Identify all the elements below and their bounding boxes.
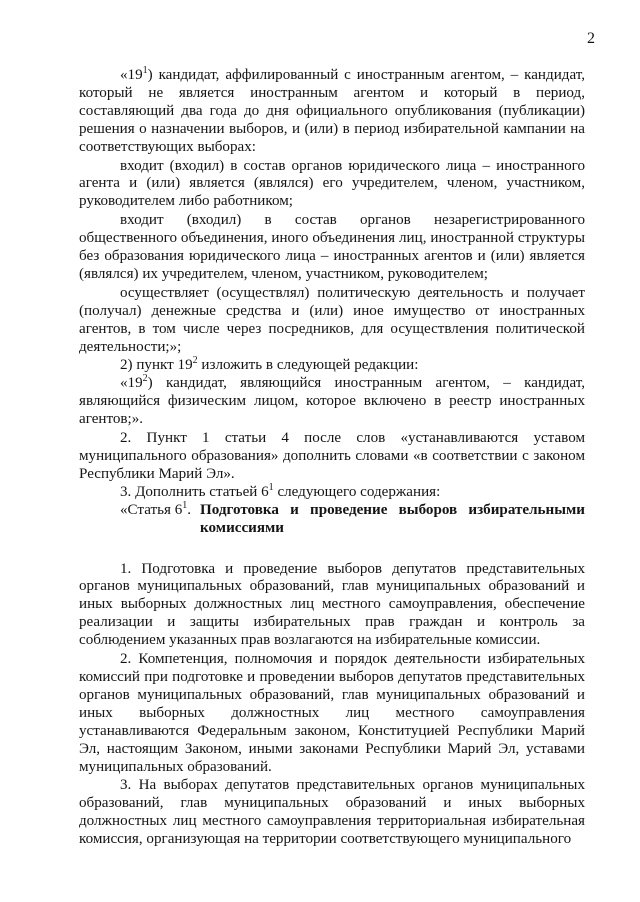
paragraph-section-2: 2. Компетенция, полномочия и порядок деятельности избирательных комиссий при подготовке и проведении выборов депутатов представительных органов муниципальных образований, глав муниципальных образований и иных выборных должностных лиц местного самоуправления устанавливаются Федеральным законом, Конституцией Республики Марий Эл, настоящим Законом, иными законами Республики Марий Эл, уставами муниципальных образований.: [79, 651, 585, 775]
paragraph-amend-19-2: 2) пункт $19^2$ изложить в следующей редакции:: [120, 354, 419, 373]
paragraph-section-1: 1. Подготовка и проведение выборов депутатов представительных органов муниципальных образований, глав муниципальных образований и иных выборных должностных лиц местного самоуправления, обеспечение реализации и защиты избирательных прав граждан и контроль за соблюдением указанных прав возлагаются на избирательные комиссии.: [79, 560, 585, 649]
page-number: 2: [587, 30, 595, 47]
paragraph-item-19-2: «$19^2$) кандидат, являющийся иностранным агентом, – кандидат, являющийся физическим лицом, которое включено в реестр иностранных агентов;».: [79, 373, 585, 428]
article-label: «Статья $6^1$.: [120, 499, 192, 518]
paragraph-item-19-1: «$19^1$) кандидат, аффилированный с иностранным агентом, – кандидат, который не является иностранным агентом и который в период, составляющий два года до дня официального опубликования (публикации) решения о назначении выборов, и (или) в период избирательной кампании на соответствующих выборах:: [79, 65, 585, 155]
article-title: Подготовка и проведение выборов избирательными комиссиями: [200, 501, 585, 536]
paragraph-add-article-6-1: 3. Дополнить статьей $6^1$ следующего содержания:: [120, 481, 441, 500]
paragraph-unregistered-association: входит (входил) в состав органов незарегистрированного общественного объединения, иного объединения лиц, иностранной структуры без образования юридического лица – иностранных агентов и (или) является (являлся) их учредителем, членом, участником, руководителем;: [79, 212, 585, 282]
paragraph-section-3: 3. На выборах депутатов представительных органов муниципальных образований, глав муниципальных образований и иных выборных должностных лиц местного самоуправления территориальная избирательная комиссия, организующая на территории соответствующего муниципального: [79, 777, 585, 848]
document-body: [79, 67, 585, 849]
article-heading: [120, 499, 585, 538]
paragraph-political-activity: осуществляет (осуществлял) политическую деятельность и получает (получал) денежные средства и (или) иное имущество от иностранных агентов, в том числе через посредников, для осуществления политической деятельности;»;: [79, 284, 585, 355]
paragraph-article-4-amendment: 2. Пункт 1 статьи 4 после слов «устанавливаются уставом муниципального образования» дополнить словами «в соответствии с законом Республики Марий Эл».: [79, 430, 585, 482]
spacer: [79, 538, 585, 561]
paragraph-legal-entity: входит (входил) в состав органов юридического лица – иностранного агента и (или) является (являлся) его учредителем, членом, участником, руководителем либо работником;: [79, 157, 585, 210]
